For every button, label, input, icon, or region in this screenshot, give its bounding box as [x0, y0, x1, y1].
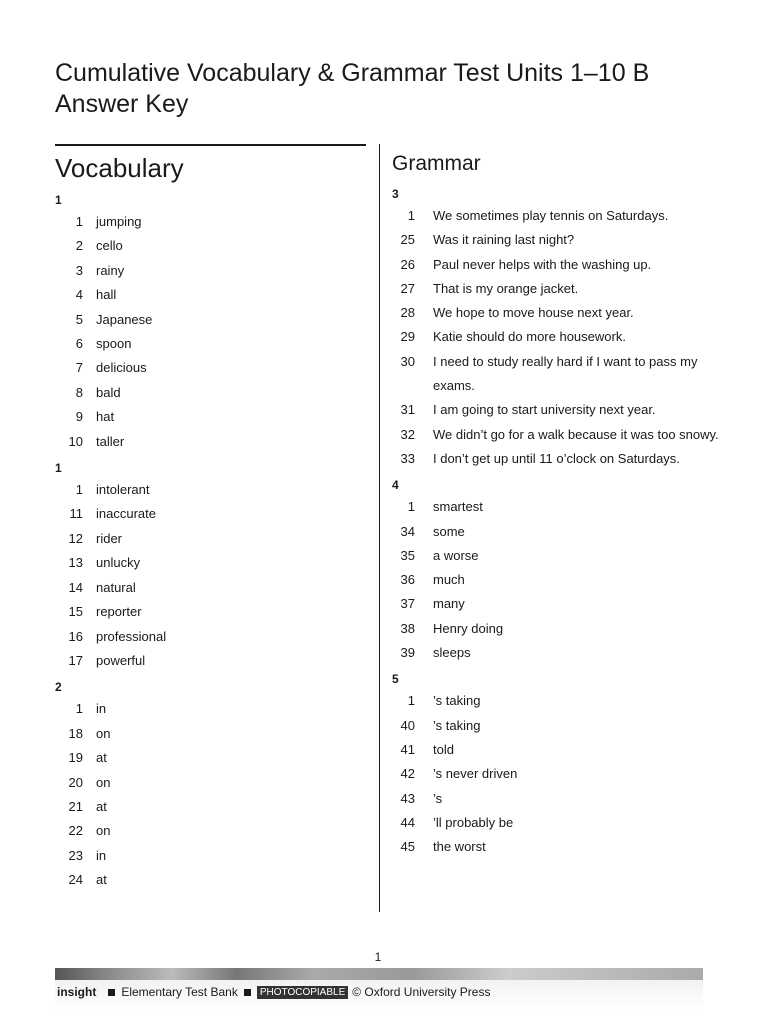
answer-text: powerful [96, 652, 146, 668]
answer-text: jumping [96, 214, 142, 229]
answer-item [392, 617, 722, 641]
answer-number: 32 [400, 426, 415, 442]
answer-item [55, 551, 365, 575]
answer-number: 36 [400, 572, 415, 588]
answer-item [392, 228, 722, 252]
answer-number: 39 [400, 645, 415, 661]
exercise [55, 461, 365, 673]
answer-item [55, 600, 365, 624]
answer-text: We sometimes play tennis on Saturdays. [433, 208, 669, 223]
answer-text: bald [96, 384, 121, 400]
answer-item [392, 641, 722, 665]
answer-item [55, 697, 365, 721]
answer-number: 6 [75, 336, 83, 352]
answer-item [55, 234, 365, 258]
answer-number: 1 [407, 693, 415, 709]
exercise-number: 2 [55, 680, 62, 695]
footer-copyright: © Oxford University Press [352, 985, 491, 999]
answer-text: Katie should do more housework. [433, 329, 626, 345]
answer-item [55, 381, 365, 405]
answer-item [392, 811, 722, 835]
answer-text: hall [96, 287, 117, 303]
answer-item [392, 423, 722, 447]
answer-text: on [96, 774, 111, 790]
answer-item [392, 592, 722, 616]
answer-text: taller [96, 433, 125, 449]
answer-number: 24 [68, 872, 83, 888]
grammar-heading: Grammar [392, 152, 481, 175]
page-number: 1 [374, 950, 382, 964]
answer-text: Henry doing [433, 620, 504, 636]
answer-item [55, 259, 365, 283]
answer-item [55, 819, 365, 843]
answer-text: spoon [96, 336, 132, 352]
answer-number: 33 [400, 450, 415, 466]
answer-item [55, 625, 365, 649]
answer-item [392, 398, 722, 422]
answer-item [392, 568, 722, 592]
answer-item [392, 350, 722, 399]
answer-text: many [433, 596, 465, 612]
answer-item [55, 746, 365, 770]
answer-text: delicious [96, 360, 147, 376]
answer-text: reporter [96, 604, 142, 620]
answer-text: hat [96, 409, 115, 425]
answer-item [55, 576, 365, 600]
answer-number: 14 [68, 579, 83, 595]
answer-number: 8 [75, 384, 83, 400]
answer-text: cello [96, 238, 123, 254]
answer-text: intolerant [96, 482, 150, 498]
answer-item [392, 738, 722, 762]
answer-number: 45 [400, 839, 415, 855]
answer-text: ’s [433, 790, 443, 806]
answer-number: 10 [68, 433, 83, 449]
answer-text: rider [96, 530, 123, 546]
answer-number: 11 [69, 506, 83, 522]
answer-number: 1 [75, 214, 83, 229]
answer-item [55, 405, 365, 429]
document-title: Cumulative Vocabulary & Grammar Test Units 1–10 B Answer Key [55, 59, 650, 118]
answer-number: 40 [400, 717, 415, 733]
answer-number: 13 [68, 555, 83, 571]
exercise-number: 4 [392, 478, 399, 493]
exercise [392, 672, 722, 859]
answer-item [392, 689, 722, 713]
answer-number: 43 [400, 790, 415, 806]
vocabulary-exercises [55, 193, 365, 893]
answer-number: 28 [400, 305, 415, 321]
title-underline [55, 144, 366, 146]
answer-number: 9 [75, 409, 83, 425]
answer-item [392, 762, 722, 786]
answer-text: at [96, 750, 107, 766]
answer-text: unlucky [96, 555, 141, 571]
answer-text: natural [96, 579, 136, 595]
exercise [55, 193, 365, 454]
answer-item [55, 356, 365, 380]
answer-number: 29 [400, 329, 415, 345]
answer-number: 30 [400, 353, 415, 369]
answer-item [392, 253, 722, 277]
square-bullet-icon [244, 989, 251, 996]
answer-text: at [96, 798, 107, 814]
answer-text: Was it raining last night? [433, 232, 575, 248]
answer-text: We hope to move house next year. [433, 305, 634, 321]
exercise-number: 1 [55, 461, 62, 476]
answer-number: 21 [68, 798, 83, 814]
answer-text: at [96, 872, 107, 888]
answer-item [392, 325, 722, 349]
answer-item [392, 544, 722, 568]
answer-item [55, 527, 365, 551]
answer-number: 19 [68, 750, 83, 766]
answer-number: 34 [400, 523, 415, 539]
answer-text: rainy [96, 262, 125, 278]
answer-number: 41 [400, 741, 415, 757]
answer-text: told [433, 741, 454, 757]
answer-number: 5 [75, 311, 83, 327]
answer-item [392, 787, 722, 811]
exercise [55, 680, 365, 892]
exercise-number: 3 [392, 187, 399, 201]
answer-number: 23 [68, 847, 83, 863]
answer-text: That is my orange jacket. [433, 280, 579, 296]
square-bullet-icon [108, 989, 115, 996]
answer-text: sleeps [433, 645, 471, 661]
answer-text: I am going to start university next year. [433, 402, 656, 418]
answer-text: Japanese [96, 311, 153, 327]
vocabulary-heading: Vocabulary [55, 153, 184, 183]
answer-text: ’s never driven [433, 766, 518, 782]
answer-text: I don’t get up until 11 o’clock on Saturdays. [433, 450, 680, 466]
answer-number: 1 [407, 208, 415, 223]
answer-number: 44 [400, 814, 415, 830]
answer-item [55, 502, 365, 526]
column-divider [379, 144, 380, 912]
answer-number: 1 [407, 499, 415, 515]
answer-number: 31 [400, 402, 415, 418]
exercise [392, 478, 722, 665]
answer-text: We didn’t go for a walk because it was too snowy. [433, 426, 719, 442]
answer-text: ’ll probably be [433, 814, 514, 830]
exercise-number: 1 [55, 193, 62, 207]
answer-item [55, 844, 365, 868]
answer-text: professional [96, 628, 167, 644]
answer-text: inaccurate [96, 506, 156, 522]
answer-number: 27 [400, 280, 415, 296]
answer-text: in [96, 701, 107, 717]
answer-number: 3 [75, 262, 83, 278]
answer-number: 17 [68, 652, 83, 668]
answer-number: 38 [400, 620, 415, 636]
exercise [392, 187, 722, 471]
answer-item [392, 714, 722, 738]
answer-text: ’s taking [433, 717, 481, 733]
answer-item [392, 495, 722, 519]
answer-item [55, 649, 365, 673]
answer-item [392, 520, 722, 544]
answer-item [55, 868, 365, 892]
answer-number: 1 [75, 701, 83, 717]
answer-item [55, 308, 365, 332]
answer-item [392, 277, 722, 301]
grammar-column [392, 149, 722, 866]
answer-text: on [96, 823, 111, 839]
answer-item [392, 301, 722, 325]
footer-image-band [55, 968, 703, 980]
answer-number: 2 [75, 238, 83, 254]
grammar-exercises [392, 187, 722, 859]
answer-text: ’s taking [433, 693, 481, 709]
answer-number: 15 [68, 604, 83, 620]
answer-number: 42 [400, 766, 415, 782]
answer-number: 12 [68, 530, 83, 546]
answer-text: on [96, 725, 111, 741]
vocabulary-column [55, 150, 365, 900]
answer-number: 25 [400, 232, 415, 248]
answer-text: much [433, 572, 465, 588]
answer-item [55, 795, 365, 819]
answer-item [55, 771, 365, 795]
footer [57, 985, 490, 999]
answer-item [55, 332, 365, 356]
answer-item [55, 283, 365, 307]
footer-brand: insight [57, 985, 97, 999]
answer-item [55, 722, 365, 746]
answer-number: 18 [68, 725, 83, 741]
answer-text: in [96, 847, 107, 863]
answer-item [392, 835, 722, 859]
answer-number: 26 [400, 256, 415, 272]
answer-text: the worst [433, 839, 486, 855]
answer-text: Paul never helps with the washing up. [433, 256, 652, 272]
answer-item [55, 210, 365, 234]
footer-book: Elementary Test Bank [121, 985, 238, 999]
answer-text: smartest [433, 499, 483, 515]
answer-number: 20 [68, 774, 83, 790]
answer-number: 7 [75, 360, 83, 376]
answer-number: 4 [75, 287, 83, 303]
answer-item [392, 204, 722, 228]
answer-number: 22 [68, 823, 83, 839]
answer-number: 37 [400, 596, 415, 612]
answer-text: some [433, 523, 465, 539]
exercise-number: 5 [392, 672, 399, 687]
answer-text: a worse [433, 547, 479, 563]
answer-item [55, 430, 365, 454]
answer-text: I need to study really hard if I want to pass my exams. [433, 353, 698, 394]
photocopiable-badge: PHOTOCOPIABLE [257, 986, 348, 999]
answer-item [55, 478, 365, 502]
answer-number: 1 [75, 482, 83, 498]
answer-number: 16 [68, 628, 83, 644]
answer-item [392, 447, 722, 471]
answer-number: 35 [400, 547, 415, 563]
